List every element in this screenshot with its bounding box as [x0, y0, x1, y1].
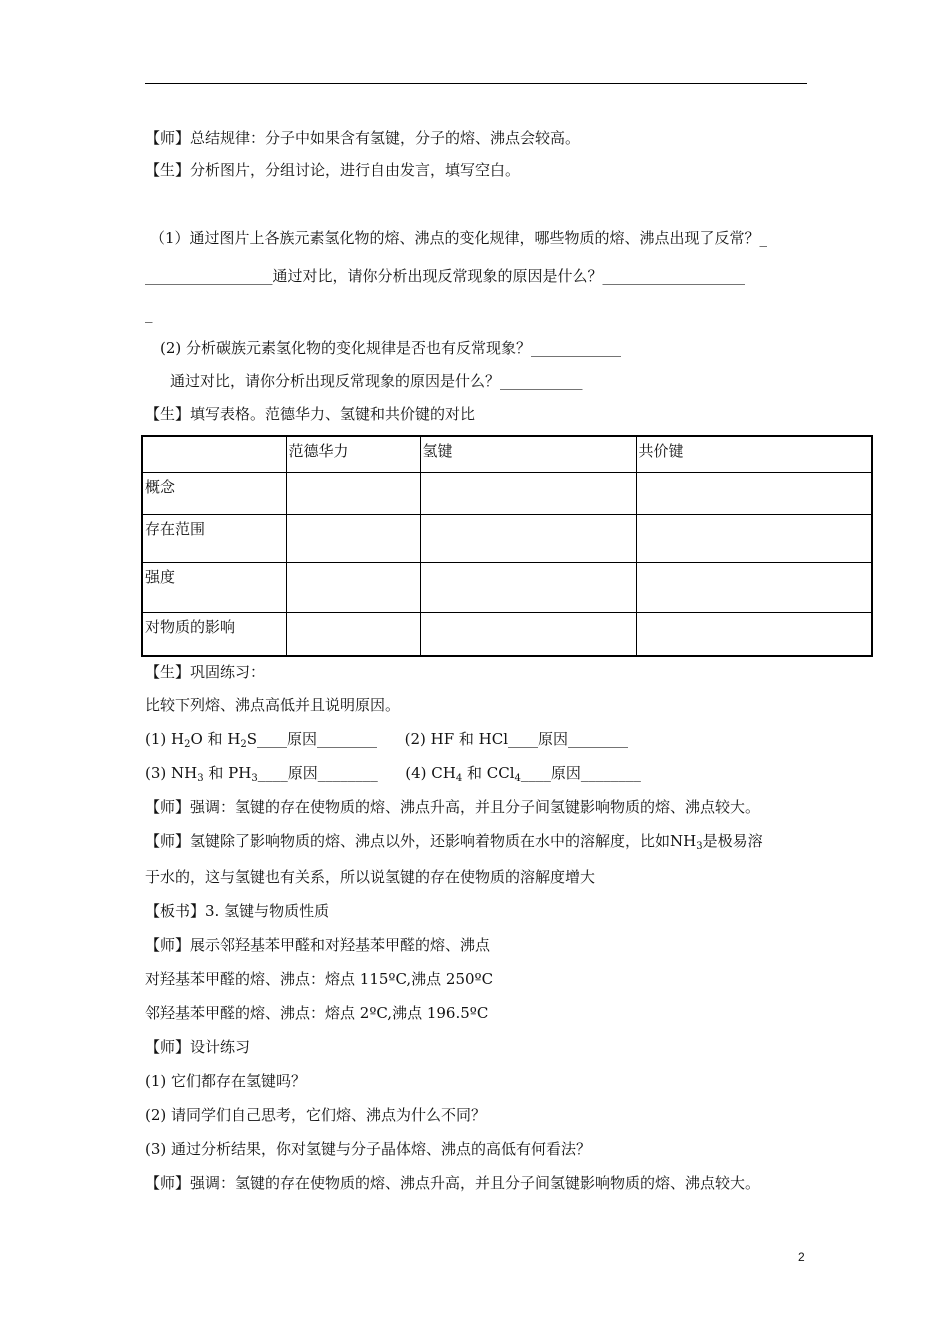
- table-header-row: [142, 436, 872, 472]
- text-line: 邻羟基苯甲醛的熔、沸点：熔点 2ºC,沸点 196.5ºC: [145, 1004, 489, 1022]
- table-cell: [286, 472, 420, 514]
- text-line: (1) 它们都存在氢键吗？: [145, 1072, 307, 1090]
- table-cell: [636, 472, 872, 514]
- text-line: (2) 请同学们自己思考，它们熔、沸点为什么不同？: [145, 1106, 487, 1124]
- question-1-blank-end: _: [145, 305, 153, 323]
- table-intro: 【生】填写表格。范德华力、氢键和共价键的对比: [145, 405, 476, 423]
- question-1-blank-line: _________________通过对比，请你分析出现反常现象的原因是什么？___________________: [145, 267, 746, 285]
- text-line: 【师】氢键除了影响物质的熔、沸点以外，还影响着物质在水中的溶解度，比如$NH_3$是极易溶: [145, 832, 763, 852]
- table-row: [142, 612, 872, 656]
- table-cell: [286, 612, 420, 656]
- table-cell: [286, 514, 420, 562]
- table-row-label: 存在范围: [142, 514, 286, 562]
- text-line: 【师】总结规律：分子中如果含有氢键，分子的熔、沸点会较高。: [145, 129, 581, 147]
- table-cell: [636, 612, 872, 656]
- table-row-label: 对物质的影响: [142, 612, 286, 656]
- table-header-cell: 氢键: [420, 436, 636, 472]
- text-line: 【师】展示邻羟基苯甲醛和对羟基苯甲醛的熔、沸点: [145, 936, 491, 954]
- exercise-1: (1) $H_2O$ 和 $H_2S\_\_\_\_$原因________: [145, 730, 378, 750]
- exercise-4: (4) $CH_4$ 和 CCl$_4$____原因________: [405, 764, 641, 784]
- table-header-cell: 共价键: [636, 436, 872, 472]
- table-header-cell: 范德华力: [286, 436, 420, 472]
- comparison-table: [141, 435, 873, 657]
- exercise-line-1: [145, 729, 628, 749]
- text-line: (3) 通过分析结果，你对氢键与分子晶体熔、沸点的高低有何看法？: [145, 1140, 592, 1158]
- text-line: 【生】巩固练习：: [145, 663, 266, 681]
- text-line: 【师】强调：氢键的存在使物质的熔、沸点升高，并且分子间氢键影响物质的熔、沸点较大。: [145, 798, 761, 816]
- table-row-label: 概念: [142, 472, 286, 514]
- table-cell: [286, 562, 420, 612]
- question-2-reason-line: 通过对比，请你分析出现反常现象的原因是什么？___________: [170, 372, 583, 390]
- table-cell: [420, 612, 636, 656]
- table-cell: [636, 514, 872, 562]
- table-row: [142, 472, 872, 514]
- table-cell: [420, 472, 636, 514]
- text-line: 于水的，这与氢键也有关系，所以说氢键的存在使物质的溶解度增大: [145, 868, 596, 886]
- text-line: 【生】分析图片，分组讨论，进行自由发言，填写空白。: [145, 161, 521, 179]
- text-line: 【板书】3. 氢键与物质性质: [145, 902, 330, 920]
- header-rule: [145, 83, 807, 84]
- text-line: 【师】强调：氢键的存在使物质的熔、沸点升高，并且分子间氢键影响物质的熔、沸点较大。: [145, 1174, 761, 1192]
- page-number: 2: [798, 1250, 805, 1264]
- exercise-line-2: [145, 763, 641, 783]
- question-1-line: （1）通过图片上各族元素氢化物的熔、沸点的变化规律，哪些物质的熔、沸点出现了反常？_: [150, 229, 768, 247]
- exercise-3: (3) $NH_3$ 和 $PH_3\_\_\_\_$原因________: [145, 764, 378, 784]
- exercise-2: (2) HF 和 HCl____原因________: [404, 730, 629, 748]
- text-line: 比较下列熔、沸点高低并且说明原因。: [145, 696, 401, 714]
- table-row: [142, 562, 872, 612]
- table-cell: [636, 562, 872, 612]
- table-row: [142, 514, 872, 562]
- table-header-cell: [142, 436, 286, 472]
- text-line: 对羟基苯甲醛的熔、沸点：熔点 115ºC,沸点 250ºC: [145, 970, 494, 988]
- table-cell: [420, 562, 636, 612]
- question-2-line: (2) 分析碳族元素氢化物的变化规律是否也有反常现象？____________: [160, 339, 622, 357]
- table-cell: [420, 514, 636, 562]
- text-line: 【师】设计练习: [145, 1038, 251, 1056]
- table-row-label: 强度: [142, 562, 286, 612]
